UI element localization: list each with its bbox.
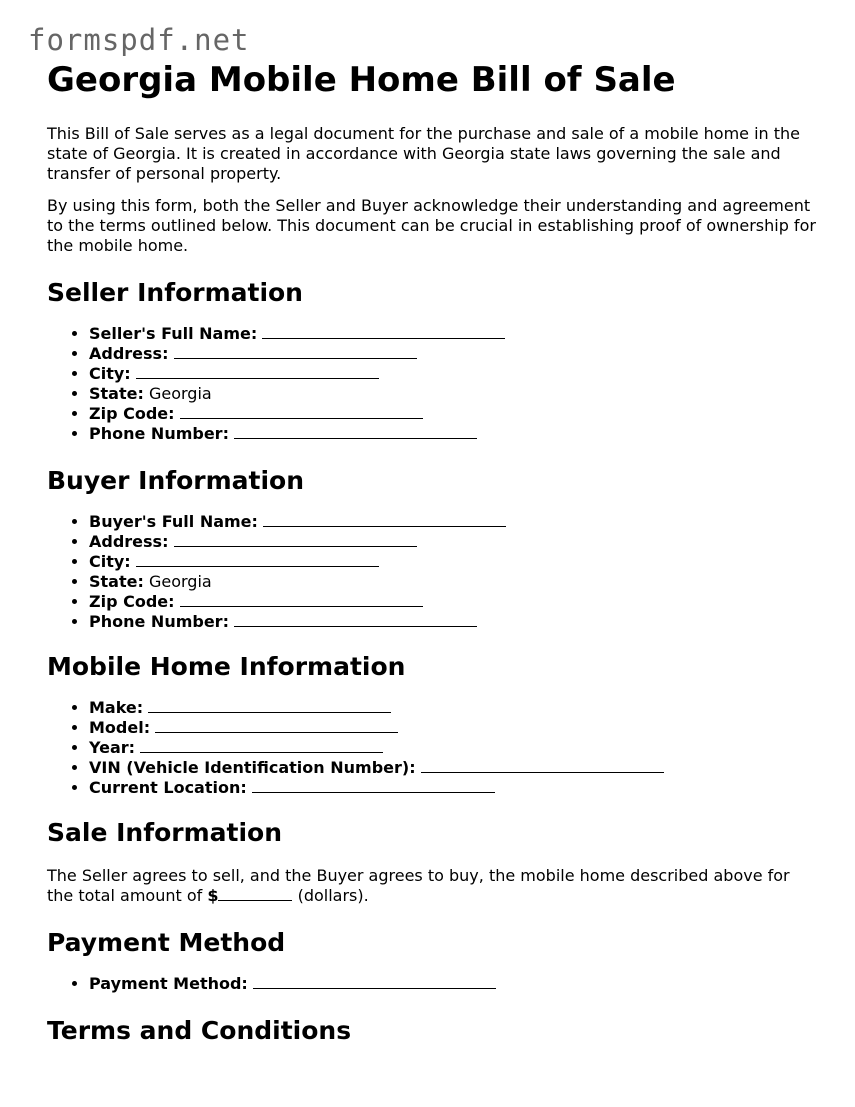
buyer-phone-field[interactable] [234,612,477,627]
document-page [47,58,817,1046]
buyer-address-item [89,532,817,552]
seller-name-field[interactable] [262,324,505,339]
field-label: Zip Code: [89,592,175,611]
current-location-field[interactable] [252,778,495,793]
sale-paragraph [47,866,817,906]
field-label: State: [89,572,144,591]
field-label: State: [89,384,144,403]
buyer-name-item [89,512,817,532]
payment-field-list [47,974,817,994]
field-label: Phone Number: [89,612,229,631]
seller-field-list [47,324,817,444]
buyer-phone-item [89,612,817,632]
field-label: Address: [89,532,169,551]
buyer-state-item [89,572,817,592]
field-label: City: [89,552,131,571]
field-label: VIN (Vehicle Identification Number): [89,758,416,777]
seller-zip-field[interactable] [180,404,423,419]
buyer-zip-field[interactable] [180,592,423,607]
seller-phone-field[interactable] [234,424,477,439]
buyer-name-field[interactable] [263,512,506,527]
seller-address-field[interactable] [174,344,417,359]
field-label: Current Location: [89,778,247,797]
current-location-item [89,778,817,798]
field-label: Address: [89,344,169,363]
model-item [89,718,817,738]
field-label: Phone Number: [89,424,229,443]
currency-symbol: $ [207,886,219,905]
field-label: Year: [89,738,136,757]
model-field[interactable] [155,718,398,733]
seller-name-item [89,324,817,344]
sale-text-after: (dollars). [292,886,369,905]
seller-state-value: Georgia [148,384,212,403]
seller-address-item [89,344,817,364]
watermark: formspdf.net [28,23,250,57]
payment-heading: Payment Method [47,928,286,957]
mobile-home-field-list [47,698,817,798]
vin-field[interactable] [421,758,664,773]
buyer-heading: Buyer Information [47,466,305,495]
field-label: Seller's Full Name: [89,324,258,343]
sale-text: The Seller agrees to sell, and the Buyer agrees to buy, the mobile home described above for the total amount of [47,866,790,905]
buyer-zip-item [89,592,817,612]
intro-paragraph-2: By using this form, both the Seller and Buyer acknowledge their understanding and agreement to the terms outlined below. This document can be crucial in establishing proof of ownership for the mobile home. [47,196,816,255]
sale-amount-field[interactable] [218,886,292,901]
field-label: Model: [89,718,151,737]
field-label: City: [89,364,131,383]
page-title: Georgia Mobile Home Bill of Sale [47,60,676,100]
year-field[interactable] [140,738,383,753]
vin-item [89,758,817,778]
field-label: Make: [89,698,144,717]
mobile-home-heading: Mobile Home Information [47,652,406,681]
terms-heading: Terms and Conditions [47,1016,352,1045]
payment-method-field[interactable] [253,974,496,989]
year-item [89,738,817,758]
payment-method-item [89,974,817,994]
seller-zip-item [89,404,817,424]
buyer-address-field[interactable] [174,532,417,547]
make-item [89,698,817,718]
buyer-state-value: Georgia [148,572,212,591]
field-label: Payment Method: [89,974,248,993]
seller-city-item [89,364,817,384]
seller-state-item [89,384,817,404]
seller-heading: Seller Information [47,278,303,307]
buyer-city-field[interactable] [136,552,379,567]
make-field[interactable] [148,698,391,713]
seller-phone-item [89,424,817,444]
sale-heading: Sale Information [47,818,282,847]
seller-city-field[interactable] [136,364,379,379]
field-label: Zip Code: [89,404,175,423]
field-label: Buyer's Full Name: [89,512,258,531]
buyer-city-item [89,552,817,572]
buyer-field-list [47,512,817,632]
intro-paragraph-1: This Bill of Sale serves as a legal document for the purchase and sale of a mobile home in the state of Georgia. It is created in accordance with Georgia state laws governing the sale and transfer of personal property. [47,124,801,183]
